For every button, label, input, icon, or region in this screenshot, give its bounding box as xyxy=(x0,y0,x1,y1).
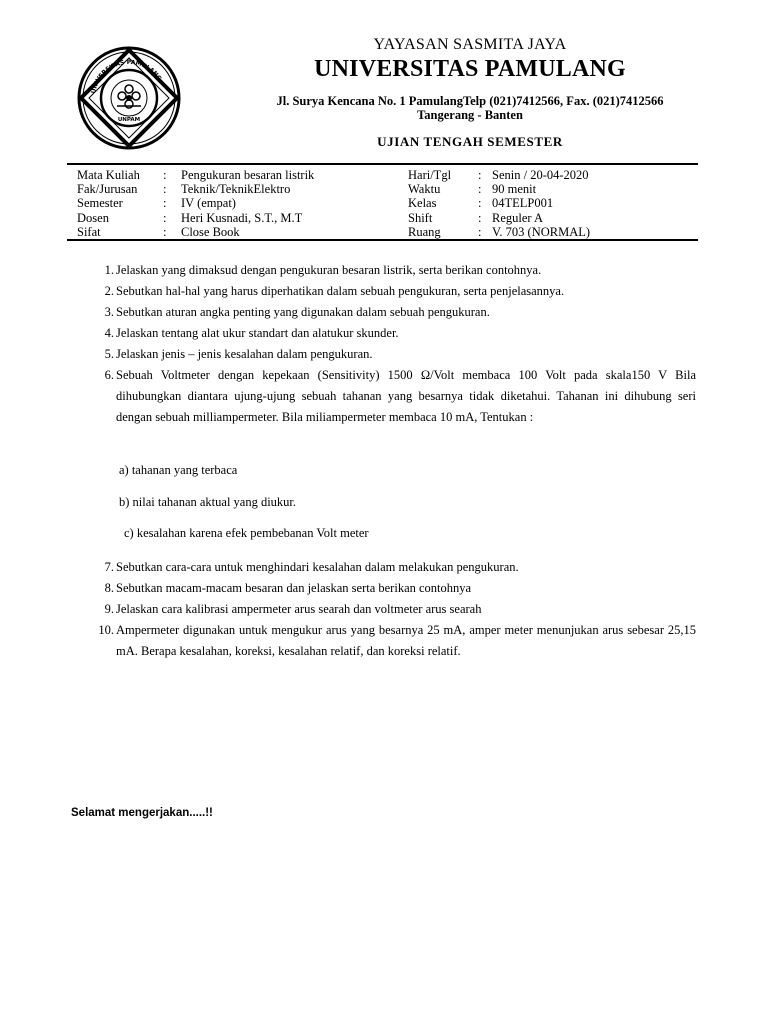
info-label: Shift xyxy=(408,210,433,225)
question-number: 9. xyxy=(104,602,114,616)
question-number: 4. xyxy=(104,326,114,340)
info-row-room xyxy=(408,225,590,239)
info-label: Hari/Tgl xyxy=(408,168,452,182)
university-name: UNIVERSITAS PAMULANG xyxy=(314,56,626,82)
question-number: 6. xyxy=(104,368,114,382)
question-text: Sebutkan aturan angka penting yang digunakan dalam sebuah pengukuran. xyxy=(116,305,490,319)
info-value: Pengukuran besaran listrik xyxy=(181,168,315,182)
info-value: V. 703 (NORMAL) xyxy=(492,224,591,239)
info-label: Semester xyxy=(77,196,123,211)
question-text: Sebutkan hal-hal yang harus diperhatikan dalam sebuah pengukuran, serta penjelasannya. xyxy=(116,284,565,298)
question-text: Sebutkan cara-cara untuk menghindari kesalahan dalam melakukan pengukuran. xyxy=(116,560,519,574)
info-label: Dosen xyxy=(77,210,109,225)
info-separator: : xyxy=(478,224,482,239)
info-row-semester xyxy=(77,196,314,210)
info-label: Fak/Jurusan xyxy=(77,182,138,197)
info-row-faculty xyxy=(77,182,314,196)
info-separator: : xyxy=(478,182,482,197)
question-text: Ampermeter digunakan untuk mengukur arus yang besarnya 25 mA, amper meter menunjukan arus sebesar 25,15 mA. Berapa kesalahan, koreksi, kesalahan relatif, dan koreksi relatif. xyxy=(116,623,696,659)
info-label: Ruang xyxy=(408,224,441,239)
question-text: Sebutkan macam-macam besaran dan jelaskan serta berikan contohnya xyxy=(116,581,472,595)
closing-remark: Selamat mengerjakan.....!! xyxy=(71,807,213,819)
sub-item-b: b) nilai tahanan aktual yang diukur. xyxy=(119,495,297,509)
question-number: 3. xyxy=(104,305,114,319)
info-row-shift xyxy=(408,211,590,225)
svg-text:UNPAM: UNPAM xyxy=(117,117,141,123)
exam-title: UJIAN TENGAH SEMESTER xyxy=(377,134,563,149)
university-logo-icon xyxy=(77,46,181,150)
info-separator: : xyxy=(478,168,482,182)
info-value: 04TELP001 xyxy=(492,196,554,211)
info-value: IV (empat) xyxy=(181,196,236,211)
info-separator: : xyxy=(478,210,482,225)
info-label: Kelas xyxy=(408,196,437,211)
exam-info-table xyxy=(67,163,698,241)
info-value: Heri Kusnadi, S.T., M.T xyxy=(181,210,303,225)
info-row-lecturer xyxy=(77,211,314,225)
svg-text:UNIVERSITAS PAMULANG: UNIVERSITAS PAMULANG xyxy=(90,58,163,95)
info-row-course xyxy=(77,168,314,182)
info-row-nature xyxy=(77,225,314,239)
foundation-name: YAYASAN SASMITA JAYA xyxy=(373,36,567,53)
question-text: Sebuah Voltmeter dengan kepekaan (Sensitivity) 1500 Ω/Volt membaca 100 Volt pada skala150 V Bila dihubungkan diantara ujung-ujung sebuah tahanan yang besarnya tidak diketahui. Tahanan ini dihubung seri dengan sebuah milliampermeter. Bila miliampermeter membaca 10 mA, Tentukan : xyxy=(116,368,696,425)
info-value: Senin / 20-04-2020 xyxy=(492,168,589,182)
address-line-2: Tangerang - Banten xyxy=(417,108,523,122)
question-text: Jelaskan cara kalibrasi ampermeter arus searah dan voltmeter arus searah xyxy=(116,602,482,616)
info-label: Sifat xyxy=(77,224,101,239)
info-separator: : xyxy=(478,196,482,211)
info-separator: : xyxy=(163,168,167,182)
info-separator: : xyxy=(163,224,167,239)
info-row-time xyxy=(408,182,590,196)
question-text: Jelaskan jenis – jenis kesalahan dalam pengukuran. xyxy=(116,347,373,361)
info-right-column xyxy=(408,168,590,239)
info-separator: : xyxy=(163,182,167,197)
info-separator: : xyxy=(163,196,167,211)
question-number: 8. xyxy=(104,581,114,595)
info-value: Reguler A xyxy=(492,210,544,225)
info-value: 90 menit xyxy=(492,182,537,197)
info-value: Close Book xyxy=(181,224,240,239)
info-label: Mata Kuliah xyxy=(77,168,140,182)
address-line-1: Jl. Surya Kencana No. 1 PamulangTelp (021)7412566, Fax. (021)7412566 xyxy=(276,94,664,108)
question-number: 10. xyxy=(98,623,114,637)
sub-item-a: a) tahanan yang terbaca xyxy=(119,463,238,477)
info-row-date xyxy=(408,168,590,182)
info-row-class xyxy=(408,196,590,210)
question-text: Jelaskan tentang alat ukur standart dan alatukur skunder. xyxy=(116,326,399,340)
sub-item-c: c) kesalahan karena efek pembebanan Volt meter xyxy=(124,526,369,540)
info-separator: : xyxy=(163,210,167,225)
question-number: 2. xyxy=(104,284,114,298)
question-text: Jelaskan yang dimaksud dengan pengukuran besaran listrik, serta berikan contohnya. xyxy=(116,263,542,277)
info-label: Waktu xyxy=(408,182,441,197)
question-number: 5. xyxy=(104,347,114,361)
info-value: Teknik/TeknikElektro xyxy=(181,182,291,197)
question-number: 7. xyxy=(104,560,114,574)
info-left-column xyxy=(77,168,314,239)
question-number: 1. xyxy=(104,263,114,277)
